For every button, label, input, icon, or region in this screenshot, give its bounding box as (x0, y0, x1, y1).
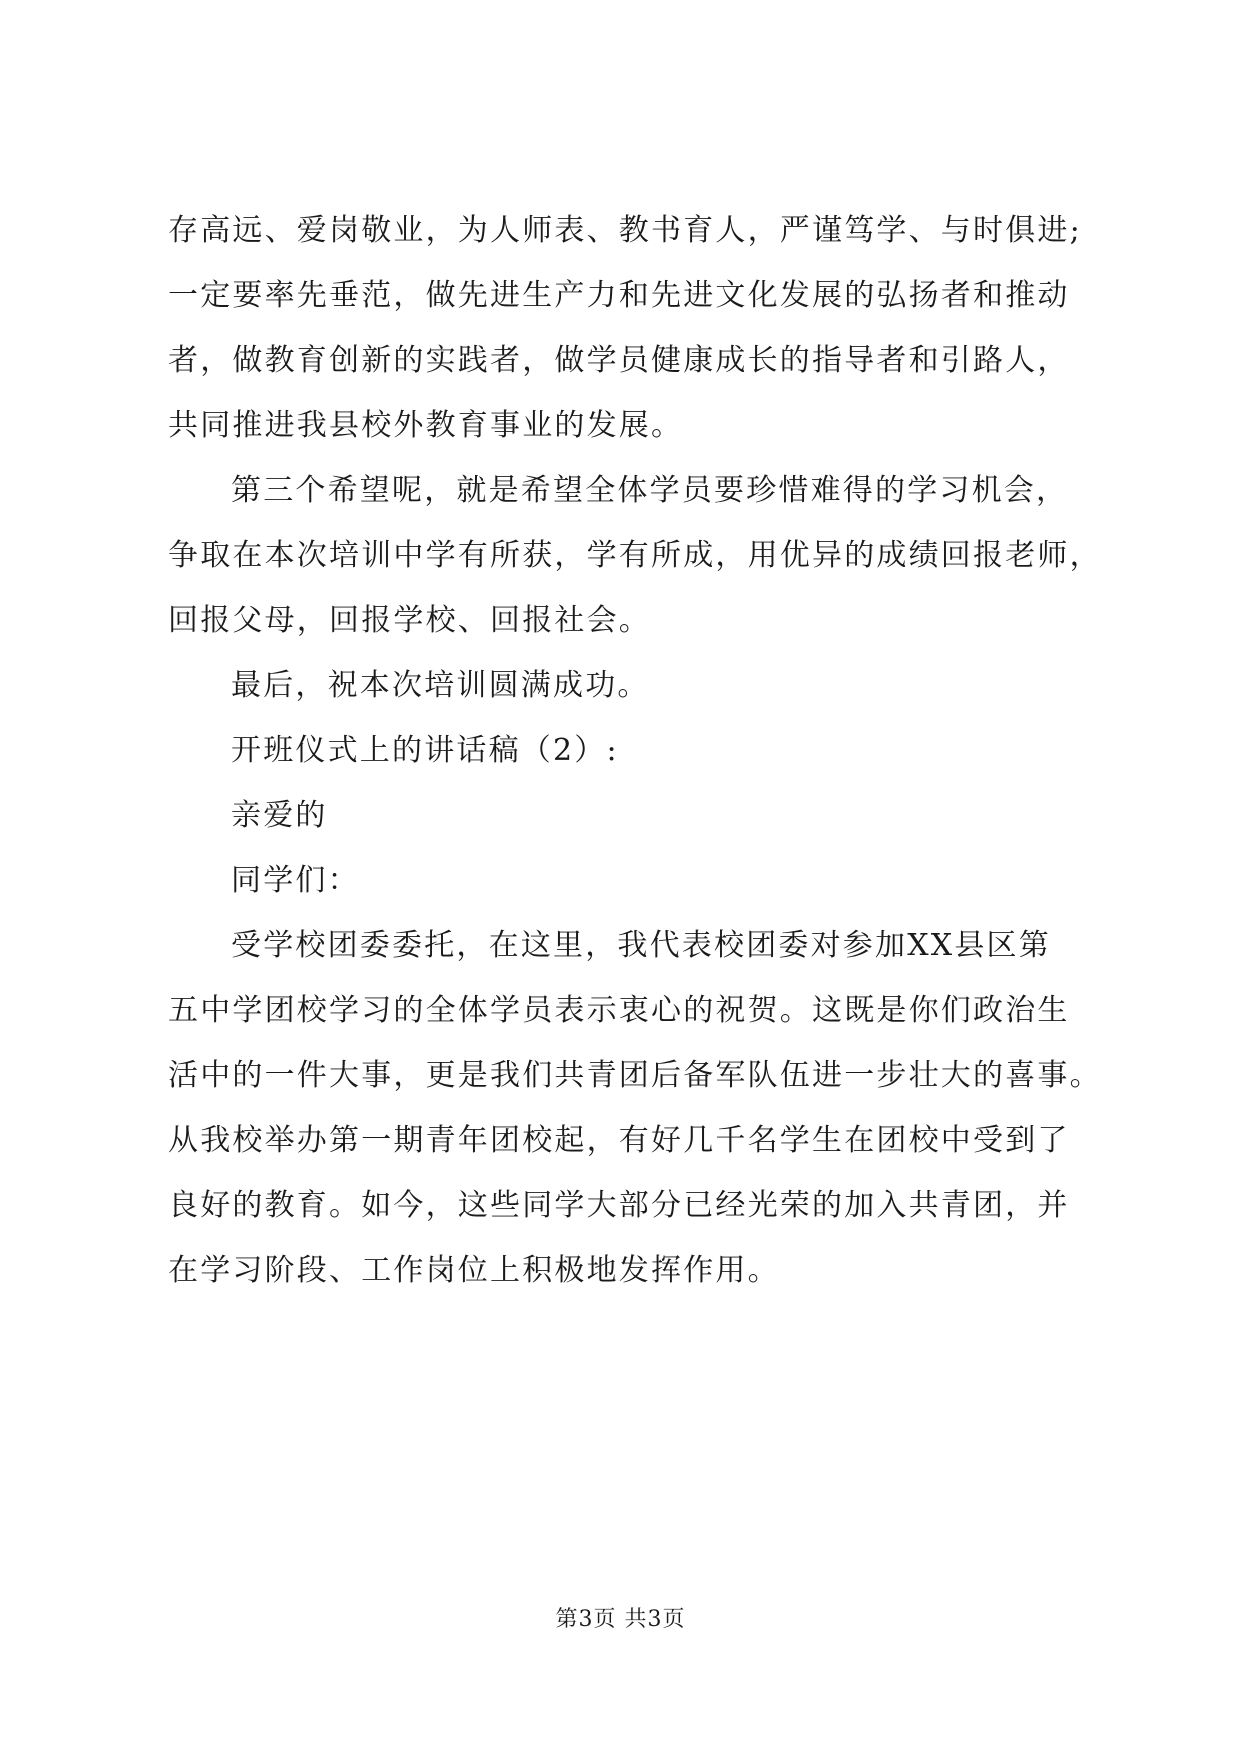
text-line: 活中的一件大事，更是我们共青团后备军队伍进一步壮大的喜事。 (168, 1058, 1102, 1093)
text-line: 回报父母，回报学校、回报社会。 (168, 603, 651, 638)
text-line: 从我校举办第一期青年团校起，有好几千名学生在团校中受到了 (168, 1123, 1070, 1158)
text-line: 共同推进我县校外教育事业的发展。 (168, 408, 684, 443)
page-number-footer: 第3页 共3页 (555, 1607, 686, 1632)
paragraph-first-line: 第三个希望呢，就是希望全体学员要珍惜难得的学习机会， (231, 473, 1069, 508)
paragraph-first-line: 受学校团委委托，在这里，我代表校团委对参加XX县区第 (231, 928, 1051, 963)
section-heading: 开班仪式上的讲话稿（2）: (231, 733, 619, 768)
salutation-line: 亲爱的 (231, 798, 328, 833)
paragraph-first-line: 最后，祝本次培训圆满成功。 (231, 668, 650, 703)
text-line: 一定要率先垂范，做先进生产力和先进文化发展的弘扬者和推动 (168, 278, 1070, 313)
text-line: 在学习阶段、工作岗位上积极地发挥作用。 (168, 1253, 780, 1288)
salutation-line: 同学们： (231, 863, 360, 898)
text-line: 争取在本次培训中学有所获，学有所成，用优异的成绩回报老师， (168, 538, 1102, 573)
document-body (168, 198, 1102, 1303)
text-line: 良好的教育。如今，这些同学大部分已经光荣的加入共青团，并 (168, 1188, 1070, 1223)
text-line: 者，做教育创新的实践者，做学员健康成长的指导者和引路人， (168, 343, 1070, 378)
text-line: 存高远、爱岗敬业，为人师表、教书育人，严谨笃学、与时俱进; (168, 213, 1082, 248)
text-line: 五中学团校学习的全体学员表示衷心的祝贺。这既是你们政治生 (168, 993, 1070, 1028)
